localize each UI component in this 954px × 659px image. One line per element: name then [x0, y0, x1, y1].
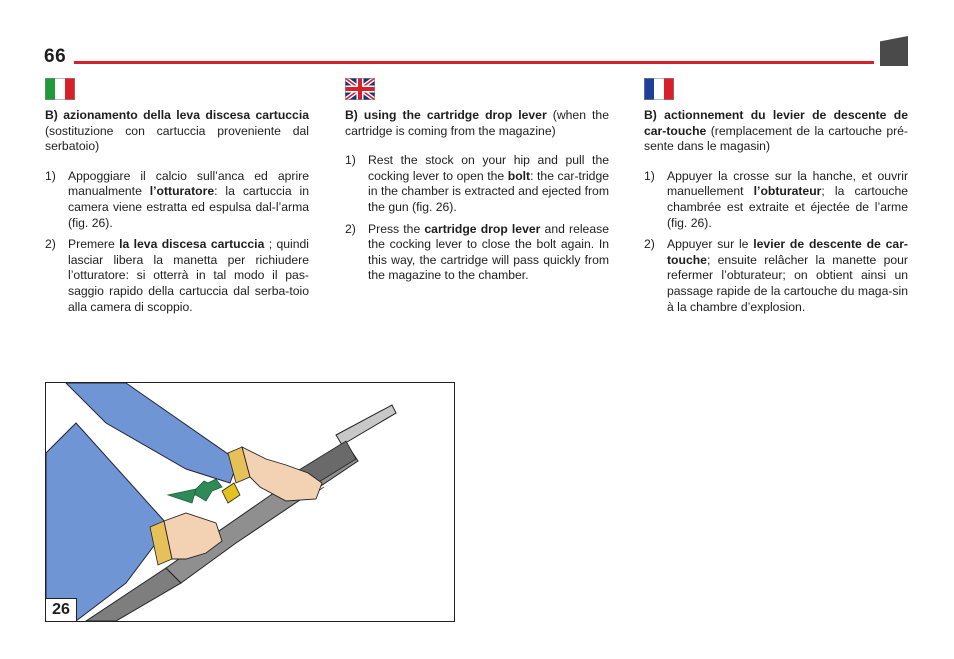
- steps-list: [644, 169, 908, 315]
- step-2: 2) Press the cartridge drop lever and release the cocking lever to close the bolt again. In this way, the cartridge will pass quickly from the magazine to the chamber.: [345, 221, 609, 283]
- section-heading: B) azionamento della leva discesa cartuccia (sostituzione con cartuccia proveniente dal serbatoio): [45, 108, 309, 154]
- step-2: 2) Premere la leva discesa cartuccia ; quindi lasciar libera la manetta per richiudere l’otturatore: si otterrà in tal modo il pas-saggio rapido della cartuccia dal serba-toio alla camera di scoppio.: [45, 237, 309, 314]
- section-heading: B) using the cartridge drop lever (when the cartridge is coming from the magazine): [345, 108, 609, 138]
- shotgun-illustration: [46, 383, 454, 621]
- italian-column: [45, 78, 309, 321]
- figure-number: 26: [46, 598, 77, 621]
- step-2: 2) Appuyer sur le levier de descente de car-touche; ensuite relâcher la manette pour refermer l’obturateur; on obtient ainsi un passage rapide de la cartouche du maga-sin à la chambre d’explosion.: [644, 237, 908, 314]
- figure-26: [45, 382, 455, 622]
- step-1: 1) Appuyer la crosse sur la hanche, et ouvrir manuellement l’obturateur; la cartouche chambrée est extraite et éjectée de l’arme (fig. 26).: [644, 168, 908, 230]
- corner-tab-icon: [880, 36, 908, 66]
- page-number: 66: [44, 46, 67, 67]
- step-1: 1) Rest the stock on your hip and pull the cocking lever to open the bolt: the car-tridge in the chamber is extracted and ejected from the gun (fig. 26).: [345, 153, 610, 214]
- english-column: [345, 78, 609, 290]
- header-rule: [74, 61, 874, 64]
- step-1: 1) Appoggiare il calcio sull’anca ed aprire manualmente l’otturatore: la cartuccia in camera viene estratta ed espulsa dal-l’arma (fig. 26).: [45, 168, 309, 230]
- uk-flag-icon: [345, 78, 375, 100]
- steps-list: [345, 153, 609, 284]
- france-flag-icon: [644, 78, 674, 100]
- italy-flag-icon: [45, 78, 75, 100]
- section-heading: B) actionnement du levier de descente de car-touche (remplacement de la cartouche pré-sente dans le magasin): [644, 108, 908, 154]
- steps-list: [45, 169, 309, 315]
- french-column: [644, 78, 908, 321]
